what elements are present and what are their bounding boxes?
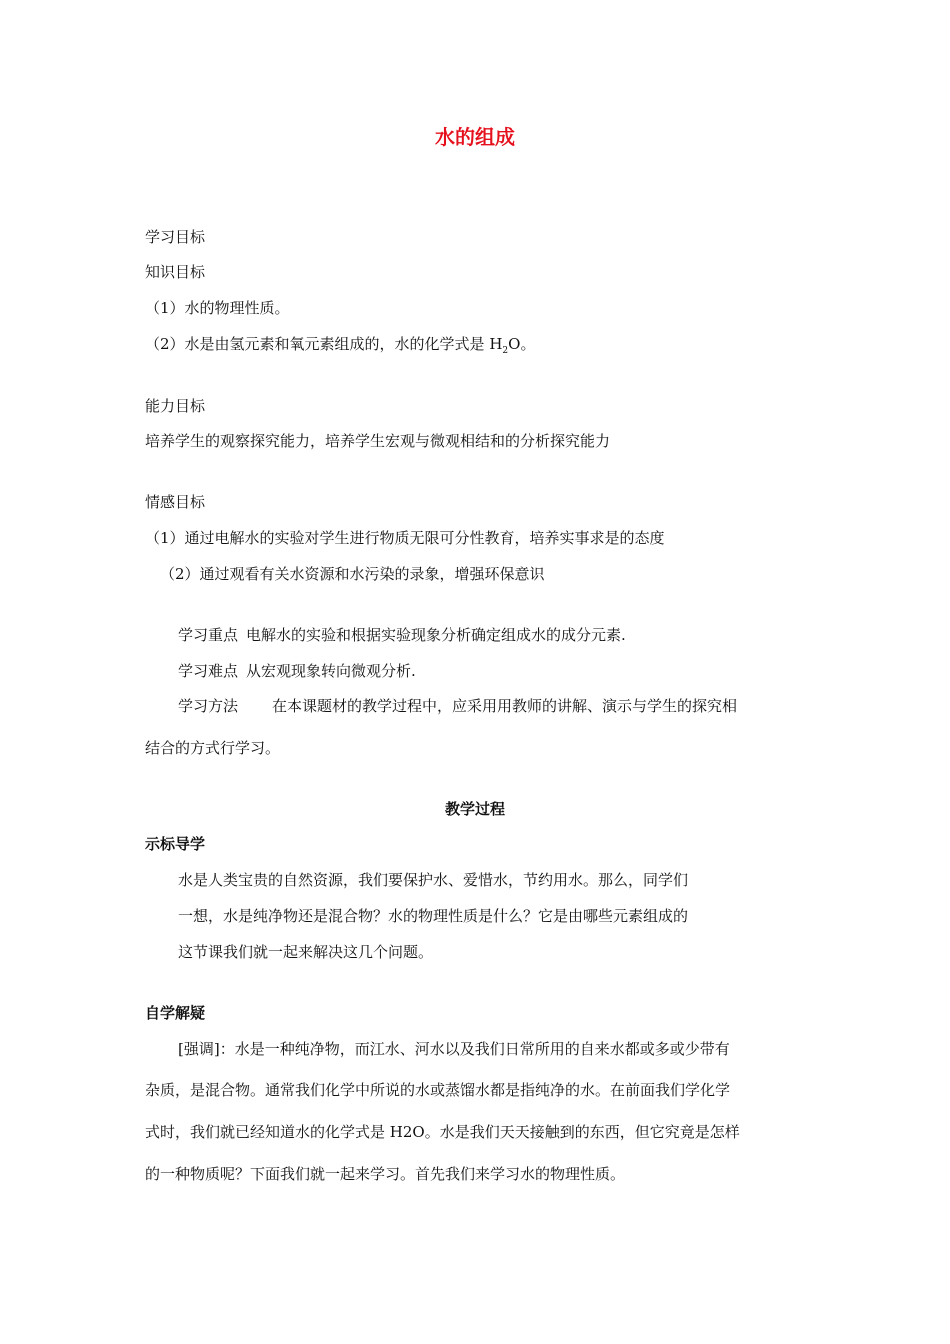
selfstudy-line-4: 的一种物质呢？下面我们就一起来学习。首先我们来学习水的物理性质。 bbox=[145, 1165, 626, 1183]
focus-line bbox=[178, 625, 626, 645]
method-label: 学习方法 bbox=[178, 697, 239, 715]
knowledge-item-2-tail: O。 bbox=[508, 335, 536, 353]
selfstudy-line-3: 式时，我们就已经知道水的化学式是 H2O。水是我们天天接触到的东西，但它究竟是怎样 bbox=[145, 1123, 740, 1141]
knowledge-item-2 bbox=[145, 334, 535, 354]
focus-text: 电解水的实验和根据实验现象分析确定组成水的成分元素. bbox=[246, 626, 626, 644]
difficulty-text: 从宏观现象转向微观分析. bbox=[246, 662, 416, 680]
selfstudy-heading: 自学解疑 bbox=[145, 1004, 206, 1022]
document-title: 水的组成 bbox=[435, 125, 515, 149]
guide-heading: 示标导学 bbox=[145, 835, 206, 853]
guide-line-3: 这节课我们就一起来解决这几个问题。 bbox=[178, 943, 434, 961]
guide-line-1: 水是人类宝贵的自然资源，我们要保护水、爱惜水，节约用水。那么，同学们 bbox=[178, 871, 689, 889]
knowledge-heading: 知识目标 bbox=[145, 263, 206, 281]
knowledge-item-1: （1）水的物理性质。 bbox=[145, 299, 290, 317]
emotion-heading: 情感目标 bbox=[145, 493, 206, 511]
method-text-line-2: 结合的方式行学习。 bbox=[145, 739, 281, 757]
difficulty-line bbox=[178, 661, 416, 681]
difficulty-label: 学习难点 bbox=[178, 662, 239, 680]
knowledge-item-2-text: （2）水是由氢元素和氧元素组成的，水的化学式是 H bbox=[145, 335, 503, 353]
selfstudy-line-2: 杂质，是混合物。通常我们化学中所说的水或蒸馏水都是指纯净的水。在前面我们学化学 bbox=[145, 1081, 731, 1099]
ability-heading: 能力目标 bbox=[145, 397, 206, 415]
focus-label: 学习重点 bbox=[178, 626, 239, 644]
emotion-item-2: （2）通过观看有关水资源和水污染的录象，增强环保意识 bbox=[160, 565, 545, 583]
selfstudy-line-1: [强调]：水是一种纯净物，而江水、河水以及我们日常所用的自来水都或多或少带有 bbox=[178, 1040, 730, 1058]
guide-line-2: 一想，水是纯净物还是混合物？水的物理性质是什么？它是由哪些元素组成的 bbox=[178, 907, 689, 925]
knowledge-item-2-subscript: 2 bbox=[502, 346, 509, 356]
method-line bbox=[178, 696, 737, 716]
process-heading: 教学过程 bbox=[444, 800, 505, 818]
method-text-line-1: 在本课题材的教学过程中，应采用用教师的讲解、演示与学生的探究相 bbox=[272, 697, 738, 715]
emotion-item-1: （1）通过电解水的实验对学生进行物质无限可分性教育，培养实事求是的态度 bbox=[145, 529, 665, 547]
objectives-heading: 学习目标 bbox=[145, 228, 206, 246]
ability-text: 培养学生的观察探究能力，培养学生宏观与微观相结和的分析探究能力 bbox=[145, 432, 611, 450]
